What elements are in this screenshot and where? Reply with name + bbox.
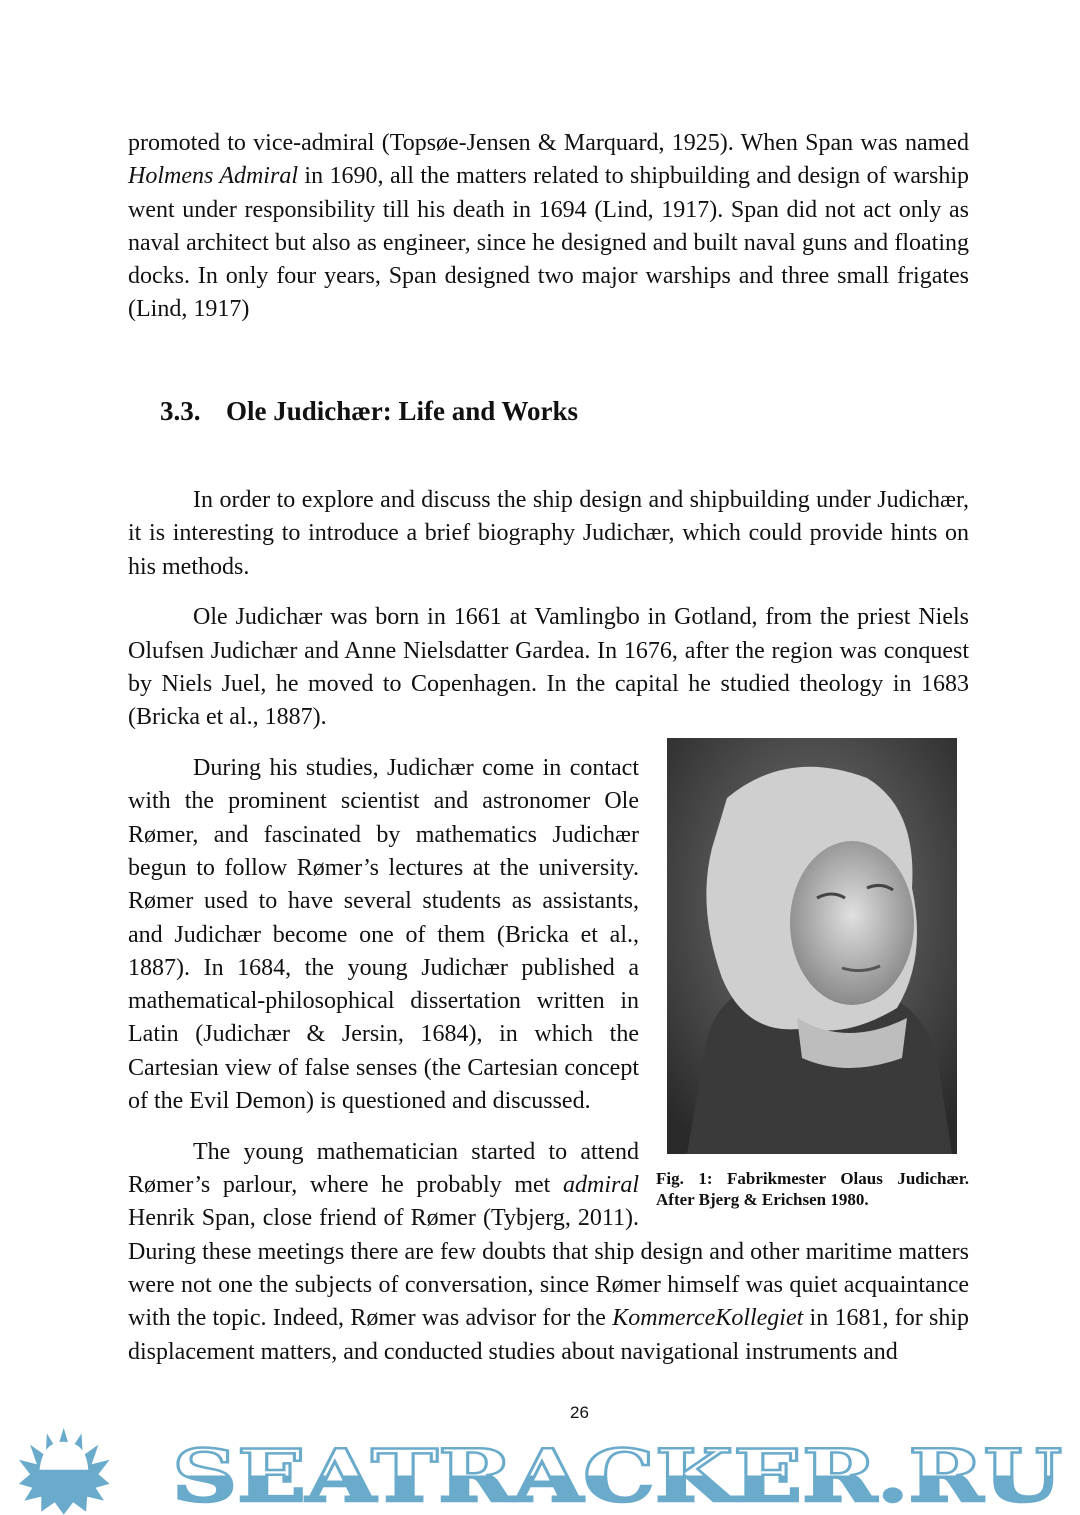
italic-term: Holmens Admiral — [128, 163, 298, 190]
paragraph — [128, 127, 969, 327]
text-run: in 1690, all the matters related to shipbuilding and design of warship went under responsibility till his death in 1694 (Lind, 1917). Span did not act only as naval architect but also as engineer, since he designed and built naval guns and floating docks. In only four years, Span designed two major warships and three small frigates (Lind, 1917) — [128, 163, 970, 323]
paragraph — [128, 601, 969, 734]
figure-caption: Fig. 1: Fabrikmester Olaus Judichær. After Bjerg & Erichsen 1980. — [656, 1169, 969, 1210]
paragraph — [128, 484, 969, 584]
body-text — [128, 484, 969, 1386]
seatracker-watermark — [0, 1425, 1080, 1515]
intro-text — [128, 127, 969, 344]
text-run: The young mathematician started to attend Rømer’s parlour, where he probably met — [128, 1138, 639, 1199]
svg-text:SEATRACKER.RU: SEATRACKER.RU — [172, 1433, 1062, 1515]
page-number: 26 — [570, 1403, 589, 1422]
watermark-lettering — [172, 1433, 1062, 1515]
text-run: During his studies, Judichær come in contact with the prominent scientist and astronomer Ole Rømer, and fascinated by mathematics Judichær begun to follow Rømer’s lectures at the university. Rømer used to have several students as assistants, and Judichær become one of them (Bricka et al., 1887). In 1684, the young Judichær published a mathematical-philosophical dissertation written in Latin (Judichær & Jersin, 1684), in which the Cartesian view of false senses (the Cartesian concept of the Evil Demon) is questioned and discussed. — [128, 755, 639, 1115]
text-run: promoted to vice-admiral (Topsøe-Jensen & Marquard, 1925). When Span was named — [128, 130, 969, 156]
section-heading: 3.3. Ole Judichær: Life and Works — [160, 396, 579, 426]
italic-term: admiral — [562, 1172, 639, 1199]
sun-icon — [19, 1428, 110, 1515]
text-run: Henrik Span, close friend of Rømer (Tybjerg, 2011). During these meetings there are few doubts that ship design and other maritime matters were not one the subjects of conversation, since Rømer himself was quiet acquaintance with the topic. Indeed, Rømer was advisor for the — [128, 1205, 969, 1332]
text-run: Ole Judichær was born in 1661 at Vamlingbo in Gotland, from the priest Niels Olufsen Judichær and Anne Nielsdatter Gardea. In 1676, after the region was conquest by Niels Juel, he moved to Copenhagen. In the capital he studied theology in 1683 (Bricka et al., 1887). — [128, 604, 969, 731]
figure — [656, 738, 969, 1210]
italic-term: KommerceKollegiet — [612, 1305, 804, 1332]
text-run: in 1681, for ship displacement matters, and conducted studies about navigational instruments and — [128, 1305, 970, 1365]
text-run: In order to explore and discuss the ship design and shipbuilding under Judichær, it is interesting to introduce a brief biography Judichær, which could provide hints on his methods. — [128, 487, 969, 580]
portrait-image — [667, 738, 957, 1154]
